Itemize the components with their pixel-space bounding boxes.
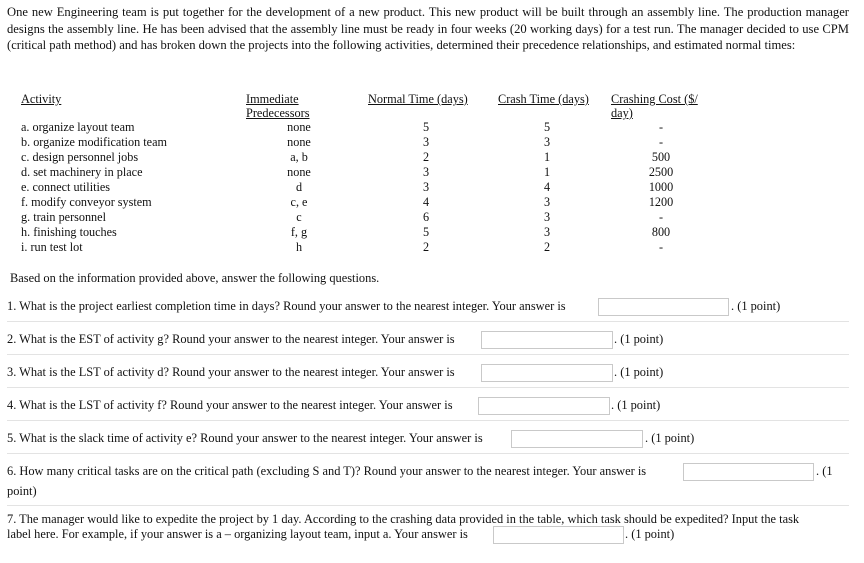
crashing-cost-cell: - <box>658 210 664 224</box>
question-3-answer-input[interactable] <box>481 364 613 382</box>
crashing-cost-cell: - <box>658 135 664 149</box>
header-crash-time: Crash Time (days) <box>498 92 589 106</box>
question-2-points: . (1 point) <box>614 332 664 346</box>
activity-cell: e. connect utilities <box>21 180 111 194</box>
instruction-text: Based on the information provided above, answer the following questions. <box>10 271 380 285</box>
header-crashing-cost-line1: Crashing Cost ($/ <box>611 92 698 106</box>
activity-cell: h. finishing touches <box>21 225 117 239</box>
question-divider <box>7 505 849 506</box>
question-6-answer-input[interactable] <box>683 463 814 481</box>
question-1-points: . (1 point) <box>731 299 781 313</box>
question-5-points: . (1 point) <box>645 431 695 445</box>
question-3-text: 3. What is the LST of activity d? Round your answer to the nearest integer. Your answer is <box>7 365 455 379</box>
crashing-cost-cell: - <box>658 240 664 254</box>
predecessors-cell: a, b <box>290 150 308 164</box>
activity-cell: i. run test lot <box>21 240 83 254</box>
question-1-answer-input[interactable] <box>598 298 729 316</box>
normal-time-cell: 5 <box>422 120 430 134</box>
question-2-text: 2. What is the EST of activity g? Round your answer to the nearest integer. Your answer is <box>7 332 455 346</box>
crash-time-cell: 4 <box>543 180 551 194</box>
crash-time-cell: 2 <box>543 240 551 254</box>
crash-time-cell: 5 <box>543 120 551 134</box>
header-activity: Activity <box>21 92 62 106</box>
header-normal-time: Normal Time (days) <box>368 92 468 106</box>
normal-time-cell: 2 <box>422 150 430 164</box>
question-2-answer-input[interactable] <box>481 331 613 349</box>
question-divider <box>7 354 849 355</box>
header-predecessors-line1: Immediate <box>246 92 299 106</box>
predecessors-cell: none <box>287 165 311 179</box>
crash-time-cell: 1 <box>543 150 551 164</box>
crash-time-cell: 3 <box>543 210 551 224</box>
crashing-cost-cell: 500 <box>651 150 671 164</box>
question-divider <box>7 420 849 421</box>
normal-time-cell: 5 <box>422 225 430 239</box>
normal-time-cell: 3 <box>422 135 430 149</box>
normal-time-cell: 3 <box>422 180 430 194</box>
question-4-text: 4. What is the LST of activity f? Round your answer to the nearest integer. Your answer is <box>7 398 453 412</box>
crash-time-cell: 3 <box>543 195 551 209</box>
question-7-text: label here. For example, if your answer is a – organizing layout team, input a. Your answer is <box>7 527 468 541</box>
question-7-text-line1: 7. The manager would like to expedite the project by 1 day. According to the crashing data provided in the table, which task should be expedited? Input the task <box>7 512 800 526</box>
activity-cell: d. set machinery in place <box>21 165 143 179</box>
question-4-answer-input[interactable] <box>478 397 610 415</box>
normal-time-cell: 6 <box>422 210 430 224</box>
question-1-text: 1. What is the project earliest completion time in days? Round your answer to the nearest integer. Your answer is <box>7 299 566 313</box>
crash-time-cell: 3 <box>543 135 551 149</box>
crashing-cost-cell: 1200 <box>648 195 674 209</box>
normal-time-cell: 4 <box>422 195 430 209</box>
predecessors-cell: d <box>295 180 303 194</box>
activity-cell: b. organize modification team <box>21 135 167 149</box>
normal-time-cell: 3 <box>422 165 430 179</box>
question-7-answer-input[interactable] <box>493 526 624 544</box>
activity-cell: g. train personnel <box>21 210 106 224</box>
crashing-cost-cell: 800 <box>651 225 671 239</box>
question-divider <box>7 387 849 388</box>
activity-cell: c. design personnel jobs <box>21 150 139 164</box>
question-5-answer-input[interactable] <box>511 430 643 448</box>
question-4-points: . (1 point) <box>611 398 661 412</box>
crash-time-cell: 1 <box>543 165 551 179</box>
activity-cell: f. modify conveyor system <box>21 195 152 209</box>
normal-time-cell: 2 <box>422 240 430 254</box>
predecessors-cell: c, e <box>290 195 308 209</box>
question-3-points: . (1 point) <box>614 365 664 379</box>
question-6-points-continued: point) <box>7 484 37 498</box>
header-predecessors-line2: Predecessors <box>246 106 310 120</box>
crash-time-cell: 3 <box>543 225 551 239</box>
predecessors-cell: h <box>295 240 303 254</box>
question-divider <box>7 321 849 322</box>
predecessors-cell: none <box>287 120 311 134</box>
predecessors-cell: f, g <box>290 225 308 239</box>
question-6-points: . (1 <box>816 464 833 478</box>
crashing-cost-cell: 1000 <box>648 180 674 194</box>
question-7-points: . (1 point) <box>625 527 675 541</box>
crashing-cost-cell: - <box>658 120 664 134</box>
crashing-cost-cell: 2500 <box>648 165 674 179</box>
problem-intro: One new Engineering team is put together for the development of a new product. This new product will be built through an assembly line. The production manager designs the assembly line. He has been advised that the assembly line must be ready in four weeks (20 working days) for a test run. The manager decided to use CPM (critical path method) and has broken down the projects into the following activities, determined their precedence relationships, and estimated normal times: <box>7 5 849 52</box>
header-crashing-cost-line2: day) <box>611 106 633 120</box>
question-6-text: 6. How many critical tasks are on the critical path (excluding S and T)? Round your answer to the nearest integer. Your answer is <box>7 464 647 478</box>
predecessors-cell: none <box>287 135 311 149</box>
question-divider <box>7 453 849 454</box>
activity-cell: a. organize layout team <box>21 120 135 134</box>
predecessors-cell: c <box>296 210 302 224</box>
question-5-text: 5. What is the slack time of activity e? Round your answer to the nearest integer. Your answer is <box>7 431 483 445</box>
